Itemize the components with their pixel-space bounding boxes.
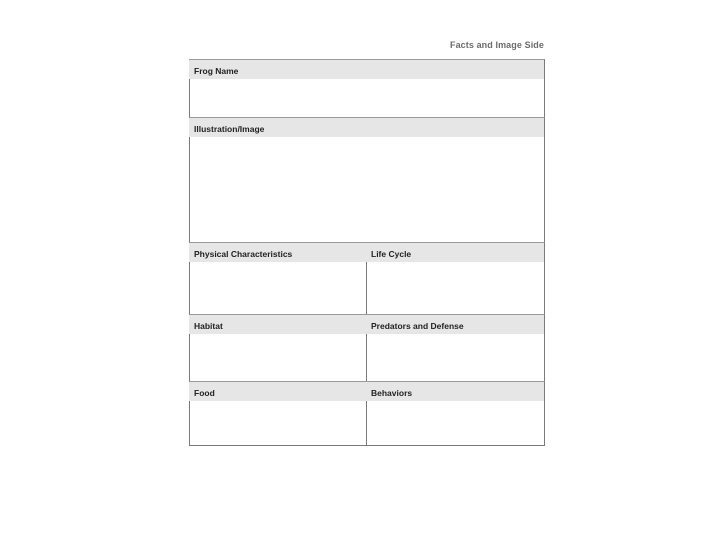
physical-characteristics-input[interactable]	[189, 262, 367, 314]
food-section	[189, 381, 367, 446]
habitat-label: Habitat	[189, 314, 367, 334]
physical-characteristics-section	[189, 242, 367, 314]
life-cycle-section	[366, 242, 545, 314]
life-cycle-label: Life Cycle	[366, 242, 545, 262]
food-label: Food	[189, 381, 367, 401]
predators-defense-label: Predators and Defense	[366, 314, 545, 334]
habitat-section	[189, 314, 367, 381]
predators-defense-section	[366, 314, 545, 381]
frog-name-label: Frog Name	[189, 59, 545, 79]
illustration-section	[189, 117, 545, 242]
habitat-input[interactable]	[189, 334, 367, 381]
life-cycle-input[interactable]	[366, 262, 545, 314]
page-title: Facts and Image Side	[449, 40, 544, 50]
behaviors-section	[366, 381, 545, 446]
frog-name-input[interactable]	[189, 79, 545, 117]
predators-defense-input[interactable]	[366, 334, 545, 381]
illustration-box[interactable]	[189, 137, 545, 242]
behaviors-input[interactable]	[366, 401, 545, 446]
illustration-label: Illustration/Image	[189, 117, 545, 137]
food-input[interactable]	[189, 401, 367, 446]
physical-characteristics-label: Physical Characteristics	[189, 242, 367, 262]
behaviors-label: Behaviors	[366, 381, 545, 401]
frog-name-section	[189, 59, 545, 117]
